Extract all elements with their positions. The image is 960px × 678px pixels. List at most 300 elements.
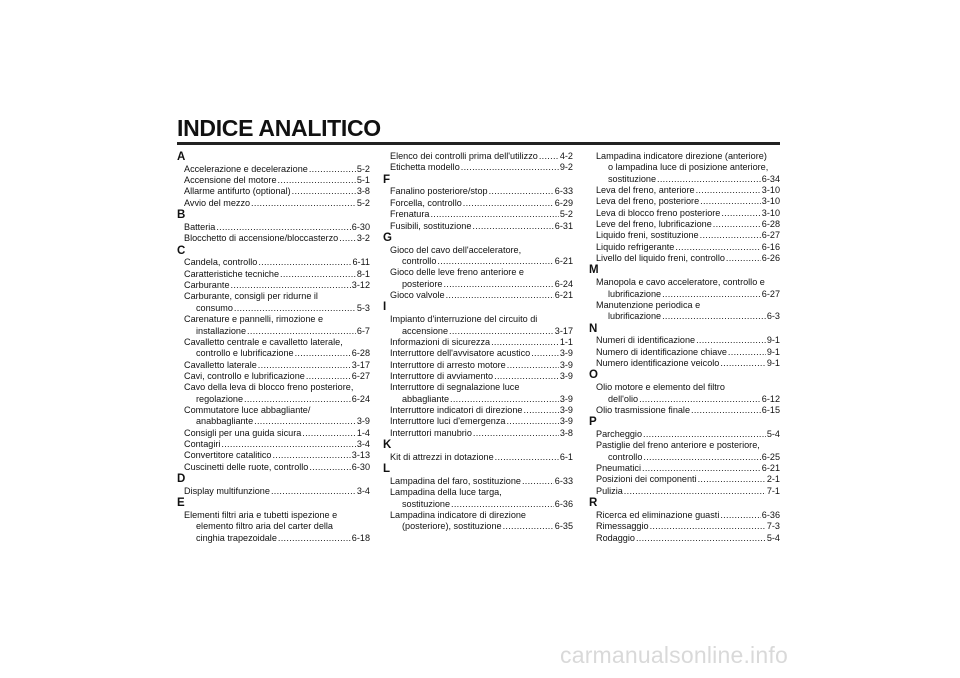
leader-dots <box>450 394 559 405</box>
index-entry-text: Interruttore luci d'emergenza <box>390 416 506 427</box>
index-page-ref: 3-17 <box>554 325 573 336</box>
index-entry-text: Cavo della leva di blocco freno posteriore, <box>184 382 354 393</box>
index-entry-line <box>383 405 573 416</box>
index-entry <box>589 486 780 497</box>
index-entry-text: Parcheggio <box>596 429 643 440</box>
index-entry-text: Consigli per una guida sicura <box>184 427 302 438</box>
leader-dots <box>473 428 559 439</box>
index-page-ref: 5-3 <box>356 302 370 313</box>
index-page-ref: 5-4 <box>766 429 780 440</box>
index-entry-text: anabbagliante <box>196 416 254 427</box>
index-entry-line <box>589 174 780 185</box>
index-entry-text: Olio trasmissione finale <box>596 404 691 415</box>
index-entry <box>589 463 780 474</box>
leader-dots <box>280 269 356 280</box>
index-entry-line <box>177 405 370 416</box>
index-entry-text: Forcella, controllo <box>390 197 462 208</box>
leader-dots <box>506 416 558 427</box>
index-letter-heading: O <box>589 369 598 382</box>
index-page-ref: 6-33 <box>554 475 573 486</box>
leader-dots <box>642 463 761 474</box>
index-page-ref: 3-4 <box>356 485 370 496</box>
index-entry-text: Ricerca ed eliminazione guasti <box>596 509 720 520</box>
index-page-ref: 6-12 <box>761 393 780 404</box>
index-entry-line <box>177 222 370 233</box>
index-entry-text: Cavi, controllo e lubrificazione <box>184 370 305 381</box>
index-entry <box>589 474 780 485</box>
index-page-ref: 3-10 <box>761 207 780 218</box>
index-entry-line <box>177 394 370 405</box>
index-entry-text: accensione <box>402 325 449 336</box>
index-page-ref: 7-1 <box>766 485 780 496</box>
index-entry <box>383 245 573 268</box>
index-entry-line <box>383 337 573 348</box>
index-entry-text: regolazione <box>196 393 244 404</box>
index-entry-text: lubrificazione <box>608 288 662 299</box>
index-entry-line <box>177 233 370 244</box>
index-page-ref: 6-27 <box>351 370 370 381</box>
index-letter-heading: N <box>589 322 598 335</box>
index-entry-line <box>589 219 780 230</box>
leader-dots <box>247 326 356 337</box>
index-entry <box>177 360 370 371</box>
index-entry-line <box>383 428 573 439</box>
leader-dots <box>309 462 350 473</box>
index-entry <box>589 151 780 185</box>
leader-dots <box>720 510 760 521</box>
leader-dots <box>657 174 761 185</box>
index-entry <box>177 462 370 473</box>
index-entry-line <box>383 221 573 232</box>
index-entry-line <box>383 256 573 267</box>
index-page-ref: 4-2 <box>559 151 573 161</box>
index-entry <box>589 219 780 230</box>
index-entry <box>383 162 573 173</box>
index-entry-text: Rodaggio <box>596 532 635 543</box>
index-entry-line <box>589 185 780 196</box>
index-entry-line <box>177 439 370 450</box>
index-page-ref: 3-8 <box>559 427 573 438</box>
index-page-ref: 3-9 <box>559 359 573 370</box>
index-entry-text: Interruttore di segnalazione luce <box>390 382 520 393</box>
index-page-ref: 6-33 <box>554 186 573 197</box>
index-entry <box>589 347 780 358</box>
leader-dots <box>278 533 351 544</box>
index-entry-text: Numero identificazione veicolo <box>596 358 720 369</box>
index-page-ref: 2-1 <box>766 474 780 485</box>
index-entry-line <box>589 300 780 311</box>
index-entry-text: Elenco dei controlli prima dell'utilizzo <box>390 151 538 161</box>
index-page-ref: 5-4 <box>766 532 780 543</box>
index-page-ref: 6-26 <box>761 253 780 264</box>
index-entry-line <box>589 394 780 405</box>
index-entry-line <box>177 280 370 291</box>
index-entry-line <box>589 253 780 264</box>
index-entry-text: Fanalino posteriore/stop <box>390 186 488 197</box>
index-letter-heading: K <box>383 438 392 451</box>
index-entry-line <box>177 348 370 359</box>
index-page-ref: 6-36 <box>761 509 780 520</box>
index-page-ref: 3-9 <box>559 370 573 381</box>
index-entry-line <box>589 347 780 358</box>
index-page-ref: 7-3 <box>766 521 780 532</box>
leader-dots <box>696 185 761 196</box>
leader-dots <box>539 151 559 162</box>
index-page-ref: 6-27 <box>761 288 780 299</box>
index-entry-text: Carenature e pannelli, rimozione e <box>184 314 324 325</box>
leader-dots <box>272 450 350 461</box>
leader-dots <box>295 348 351 359</box>
leader-dots <box>643 452 760 463</box>
index-page-ref: 5-2 <box>356 197 370 208</box>
leader-dots <box>662 289 761 300</box>
index-entry <box>589 208 780 219</box>
index-letter-heading: R <box>589 497 598 510</box>
index-page-ref: 6-28 <box>761 219 780 230</box>
index-entry-line <box>177 314 370 325</box>
index-entry <box>177 382 370 405</box>
index-entry-line <box>589 311 780 322</box>
index-entry-text: Avvio del mezzo <box>184 197 251 208</box>
index-letter-heading: L <box>383 463 391 476</box>
index-entry-text: Leva del freno, anteriore <box>596 185 695 196</box>
leader-dots <box>309 164 356 175</box>
index-entry-line <box>383 487 573 498</box>
index-page-ref: 6-27 <box>761 230 780 241</box>
index-entry-line <box>383 279 573 290</box>
index-entry-text: Interruttore di arresto motore <box>390 359 506 370</box>
index-entry-line <box>589 533 780 544</box>
index-entry-text: Elementi filtri aria e tubetti ispezione e <box>184 509 338 520</box>
leader-dots <box>503 521 554 532</box>
index-entry <box>589 300 780 323</box>
index-page-ref: 6-21 <box>554 290 573 301</box>
index-entry-line <box>589 463 780 474</box>
index-entry-text: Leve del freno, lubrificazione <box>596 219 712 230</box>
index-entry-text: Carburante, consigli per ridurne il <box>184 291 318 302</box>
index-entry-text: Posizioni dei componenti <box>596 474 697 485</box>
index-entry <box>383 510 573 533</box>
index-entry-text: o lampadina luce di posizione anteriore, <box>608 162 769 173</box>
leader-dots <box>643 429 766 440</box>
index-entry-text: Gioco delle leve freno anteriore e <box>390 267 524 278</box>
leader-dots <box>302 428 356 439</box>
index-entry-text: Accensione del motore <box>184 175 277 186</box>
index-entry <box>177 222 370 233</box>
index-entry <box>383 221 573 232</box>
index-entry <box>589 510 780 521</box>
index-page-ref: 6-28 <box>351 348 370 359</box>
index-entry <box>177 164 370 175</box>
index-entry-text: consumo <box>196 302 233 313</box>
index-page-ref: 6-31 <box>554 220 573 231</box>
leader-dots <box>639 394 761 405</box>
index-entry-text: Candela, controllo <box>184 257 258 268</box>
index-entry <box>177 371 370 382</box>
index-entry-text: Livello del liquido freni, controllo <box>596 253 725 264</box>
index-entry-line <box>383 314 573 325</box>
index-entry <box>589 382 780 405</box>
index-entry-line <box>177 175 370 186</box>
index-entry-line <box>383 198 573 209</box>
index-entry-line <box>383 209 573 220</box>
leader-dots <box>713 219 761 230</box>
leader-dots <box>234 303 356 314</box>
index-entry-text: Commutatore luce abbagliante/ <box>184 404 311 415</box>
index-entry <box>177 280 370 291</box>
index-page-ref: 6-36 <box>554 498 573 509</box>
leader-dots <box>231 280 351 291</box>
index-letter-heading: E <box>177 497 185 510</box>
index-entry-text: Liquido freni, sostituzione <box>596 230 699 241</box>
leader-dots <box>728 347 766 358</box>
index-entry-line <box>589 151 780 162</box>
index-entry-line <box>383 521 573 532</box>
leader-dots <box>696 335 766 346</box>
leader-dots <box>216 222 350 233</box>
index-entry-line <box>589 510 780 521</box>
index-entry-text: Batteria <box>184 221 216 232</box>
index-entry <box>177 314 370 337</box>
leader-dots <box>523 405 558 416</box>
index-entry-text: Accelerazione e decelerazione <box>184 163 308 174</box>
index-entry-text: cinghia trapezoidale <box>196 532 277 543</box>
index-entry-line <box>383 394 573 405</box>
index-entry-line <box>589 358 780 369</box>
index-entry-line <box>383 510 573 521</box>
index-entry <box>383 290 573 301</box>
index-entry-line <box>589 405 780 416</box>
index-entry-text: Contagiri <box>184 438 221 449</box>
index-page-ref: 3-10 <box>761 185 780 196</box>
index-entry-line <box>383 416 573 427</box>
index-entry-text: Cavalletto centrale e cavalletto laterale, <box>184 336 343 347</box>
index-entry-line <box>177 371 370 382</box>
leader-dots <box>662 311 766 322</box>
index-entry <box>383 416 573 427</box>
index-entry-line <box>177 269 370 280</box>
index-letter-heading: P <box>589 416 597 429</box>
index-entry-text: (posteriore), sostituzione <box>402 521 502 532</box>
index-entry <box>383 209 573 220</box>
index-entry-text: abbagliante <box>402 393 450 404</box>
index-entry-line <box>177 533 370 544</box>
leader-dots <box>531 348 559 359</box>
index-page-ref: 5-2 <box>559 209 573 220</box>
index-page-ref: 6-30 <box>351 461 370 472</box>
index-entry <box>383 186 573 197</box>
leader-dots <box>461 162 559 173</box>
leader-dots <box>494 371 559 382</box>
index-entry <box>383 452 573 463</box>
index-entry-text: Pneumatici <box>596 463 641 474</box>
leader-dots <box>244 394 351 405</box>
index-page-ref: 3-9 <box>559 348 573 359</box>
index-entry-line <box>177 326 370 337</box>
leader-dots <box>451 499 554 510</box>
leader-dots <box>251 198 356 209</box>
index-page-ref: 3-9 <box>559 404 573 415</box>
index-entry-line <box>177 450 370 461</box>
leader-dots <box>271 486 356 497</box>
leader-dots <box>726 253 761 264</box>
leader-dots <box>507 360 559 371</box>
index-entry-text: sostituzione <box>402 498 451 509</box>
leader-dots <box>675 242 760 253</box>
index-page-ref: 6-30 <box>351 221 370 232</box>
index-entry-text: Cavalletto laterale <box>184 359 257 370</box>
index-entry-text: Interruttore indicatori di direzione <box>390 404 523 415</box>
index-entry-text: controllo <box>608 451 643 462</box>
index-page-ref: 3-9 <box>559 393 573 404</box>
index-entry-line <box>383 326 573 337</box>
index-entry-line <box>177 360 370 371</box>
index-entry <box>383 337 573 348</box>
title-rule <box>177 142 780 145</box>
index-entry-line <box>589 162 780 173</box>
index-page-ref: 6-35 <box>554 521 573 532</box>
index-page-ref: 9-1 <box>766 358 780 369</box>
index-entry <box>383 476 573 487</box>
leader-dots <box>278 175 356 186</box>
index-entry-text: Fusibili, sostituzione <box>390 220 472 231</box>
index-entry <box>589 196 780 207</box>
index-entry-line <box>383 476 573 487</box>
index-entry-text: Olio motore e elemento del filtro <box>596 382 725 393</box>
index-entry-text: controllo e lubrificazione <box>196 348 294 359</box>
index-page-ref: 3-17 <box>351 359 370 370</box>
leader-dots <box>437 256 553 267</box>
index-entry-text: Lampadina del faro, sostituzione <box>390 475 521 486</box>
index-entry-line <box>383 186 573 197</box>
index-letter-heading: I <box>383 301 387 314</box>
index-page-ref: 6-25 <box>761 451 780 462</box>
index-entry <box>589 429 780 440</box>
leader-dots <box>258 257 351 268</box>
index-entry <box>177 175 370 186</box>
index-entry <box>177 450 370 461</box>
index-entry <box>383 314 573 337</box>
index-entry-line <box>589 277 780 288</box>
index-entry-line <box>383 267 573 278</box>
index-entry-line <box>589 335 780 346</box>
index-entry-line <box>177 510 370 521</box>
index-entry-text: Numero di identificazione chiave <box>596 346 727 357</box>
index-entry <box>177 337 370 360</box>
index-entry <box>589 230 780 241</box>
index-entry-text: dell'olio <box>608 393 639 404</box>
index-column-1 <box>177 151 370 544</box>
index-page-ref: 6-18 <box>351 532 370 543</box>
index-entry-line <box>177 198 370 209</box>
index-page-ref: 5-2 <box>356 163 370 174</box>
index-entry-text: Interruttore dell'avvisatore acustico <box>390 348 531 359</box>
index-entry-text: controllo <box>402 256 437 266</box>
index-entry <box>383 348 573 359</box>
index-entry <box>177 233 370 244</box>
index-entry-text: Interruttori manubrio <box>390 427 472 438</box>
index-entry-text: Gioco valvole <box>390 290 445 301</box>
index-entry-line <box>177 428 370 439</box>
index-entry <box>589 440 780 463</box>
index-entry-text: Leva del freno, posteriore <box>596 196 700 207</box>
index-entry-text: lubrificazione <box>608 311 662 322</box>
index-entry-line <box>177 164 370 175</box>
index-page-ref: 3-13 <box>351 450 370 461</box>
index-page-ref: 6-21 <box>761 463 780 474</box>
leader-dots <box>306 371 351 382</box>
leader-dots <box>292 186 356 197</box>
index-entry <box>383 360 573 371</box>
leader-dots <box>254 416 356 427</box>
index-entry <box>589 242 780 253</box>
index-entry-text: posteriore <box>402 278 443 289</box>
leader-dots <box>258 360 351 371</box>
index-entry-line <box>589 429 780 440</box>
index-entry <box>383 267 573 290</box>
index-entry-text: Kit di attrezzi in dotazione <box>390 451 494 462</box>
leader-dots <box>491 337 559 348</box>
index-entry-text: Etichetta modello <box>390 162 460 173</box>
index-page-ref: 8-1 <box>356 268 370 279</box>
index-page-ref: 6-15 <box>761 404 780 415</box>
index-entry <box>177 439 370 450</box>
index-entry-text: Cuscinetti delle ruote, controllo <box>184 461 309 472</box>
index-entry <box>177 257 370 268</box>
index-page-ref: 6-1 <box>559 451 573 462</box>
index-entry-line <box>177 303 370 314</box>
index-letter-heading: C <box>177 244 186 257</box>
index-letter-heading: D <box>177 472 186 485</box>
index-entry <box>177 486 370 497</box>
index-entry <box>177 428 370 439</box>
leader-dots <box>489 186 554 197</box>
leader-dots <box>472 221 553 232</box>
index-entry-text: Convertitore catalitico <box>184 450 272 461</box>
leader-dots <box>700 230 761 241</box>
index-entry <box>177 291 370 314</box>
index-entry <box>589 405 780 416</box>
index-letter-heading: B <box>177 209 186 222</box>
index-entry-text: Lampadina della luce targa, <box>390 487 502 498</box>
index-entry-text: Informazioni di sicurezza <box>390 336 491 347</box>
leader-dots <box>720 358 766 369</box>
index-entry <box>589 335 780 346</box>
index-page-ref: 6-11 <box>352 257 370 268</box>
leader-dots <box>446 290 554 301</box>
index-entry-line <box>177 186 370 197</box>
leader-dots <box>691 405 761 416</box>
index-entry-line <box>383 360 573 371</box>
index-page-ref: 3-4 <box>356 438 370 449</box>
index-entry-text: Pulizia <box>596 485 623 496</box>
index-entry-line <box>589 208 780 219</box>
leader-dots <box>221 439 355 450</box>
index-entry <box>177 198 370 209</box>
index-letter-heading: F <box>383 173 391 186</box>
index-entry <box>589 533 780 544</box>
index-page-ref: 6-34 <box>761 173 780 184</box>
index-page-ref: 3-9 <box>356 416 370 427</box>
index-page-ref: 9-1 <box>766 346 780 357</box>
leader-dots <box>495 452 559 463</box>
index-entry-text: Pastiglie del freno anteriore e posteriore, <box>596 440 760 451</box>
index-column-3 <box>589 151 780 544</box>
index-entry <box>177 405 370 428</box>
index-page-ref: 6-21 <box>554 256 573 266</box>
index-entry-line <box>589 440 780 451</box>
index-page-ref: 3-8 <box>356 186 370 197</box>
